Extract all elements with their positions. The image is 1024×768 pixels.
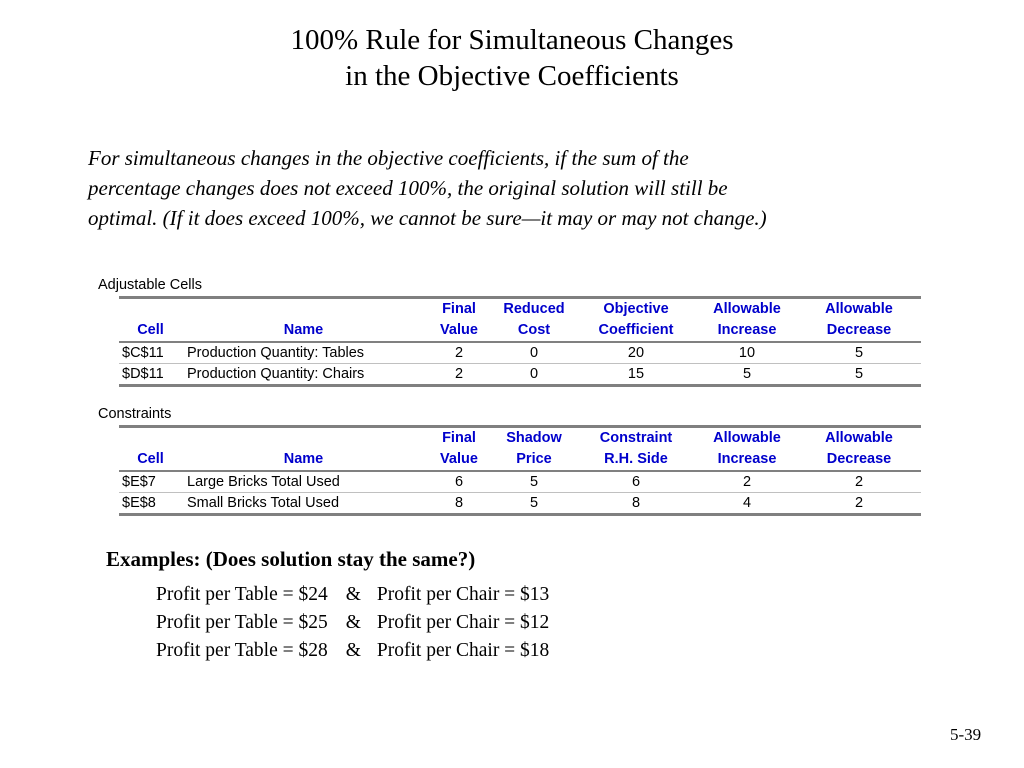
cell-reference: $C$11 <box>119 342 182 364</box>
cell-reference: $E$7 <box>119 471 182 493</box>
intro-line: percentage changes does not exceed 100%, the original solution will still be <box>88 176 728 200</box>
final-value: 6 <box>425 471 493 493</box>
reduced-cost: 0 <box>493 342 575 364</box>
allowable-decrease: 5 <box>797 342 921 364</box>
adjustable-cells-label: Adjustable Cells <box>98 277 202 293</box>
example-table-profit: Profit per Table = $25 <box>156 612 328 633</box>
intro-line: optimal. (If it does exceed 100%, we cannot be sure—it may or may not change.) <box>88 206 767 230</box>
example-ampersand: & <box>345 612 361 633</box>
column-header-name: Name <box>182 427 425 472</box>
constraint-rhs: 8 <box>575 493 697 515</box>
title-line-2: in the Objective Coefficients <box>345 60 679 92</box>
column-header-allowable-increase: Allowable Increase <box>697 298 797 343</box>
example-chair-profit: Profit per Chair = $13 <box>376 584 550 605</box>
example-item <box>156 581 549 609</box>
title-line-1: 100% Rule for Simultaneous Changes <box>290 24 734 56</box>
constraints-table <box>119 425 921 516</box>
allowable-increase: 10 <box>697 342 797 364</box>
example-chair-profit: Profit per Chair = $12 <box>376 612 550 633</box>
column-header-final-value: Final Value <box>425 427 493 472</box>
table-row <box>119 493 921 515</box>
final-value: 8 <box>425 493 493 515</box>
allowable-increase: 4 <box>697 493 797 515</box>
final-value: 2 <box>425 364 493 386</box>
header-row <box>119 298 921 343</box>
final-value: 2 <box>425 342 493 364</box>
column-header-constraint-rhs: Constraint R.H. Side <box>575 427 697 472</box>
example-item <box>156 637 549 665</box>
header-row <box>119 427 921 472</box>
reduced-cost: 0 <box>493 364 575 386</box>
constraints-label: Constraints <box>98 406 172 422</box>
column-header-reduced-cost: Reduced Cost <box>493 298 575 343</box>
cell-name: Large Bricks Total Used <box>182 471 425 493</box>
shadow-price: 5 <box>493 471 575 493</box>
example-ampersand: & <box>345 640 361 661</box>
example-table-profit: Profit per Table = $28 <box>156 640 328 661</box>
table-row <box>119 364 921 386</box>
cell-name: Production Quantity: Tables <box>182 342 425 364</box>
objective-coefficient: 20 <box>575 342 697 364</box>
allowable-decrease: 2 <box>797 493 921 515</box>
cell-name: Small Bricks Total Used <box>182 493 425 515</box>
allowable-increase: 5 <box>697 364 797 386</box>
allowable-increase: 2 <box>697 471 797 493</box>
column-header-cell: Cell <box>119 427 182 472</box>
shadow-price: 5 <box>493 493 575 515</box>
column-header-shadow-price: Shadow Price <box>493 427 575 472</box>
intro-line: For simultaneous changes in the objective coefficients, if the sum of the <box>88 146 689 170</box>
column-header-name: Name <box>182 298 425 343</box>
table-row <box>119 471 921 493</box>
slide-title <box>0 22 1024 94</box>
column-header-final-value: Final Value <box>425 298 493 343</box>
objective-coefficient: 15 <box>575 364 697 386</box>
cell-reference: $D$11 <box>119 364 182 386</box>
table-row <box>119 342 921 364</box>
example-ampersand: & <box>345 584 361 605</box>
examples-heading: Examples: (Does solution stay the same?) <box>106 547 476 571</box>
allowable-decrease: 5 <box>797 364 921 386</box>
column-header-allowable-increase: Allowable Increase <box>697 427 797 472</box>
examples-list <box>156 581 549 665</box>
column-header-cell: Cell <box>119 298 182 343</box>
cell-reference: $E$8 <box>119 493 182 515</box>
column-header-allowable-decrease: Allowable Decrease <box>797 427 921 472</box>
intro-paragraph <box>88 143 958 233</box>
example-chair-profit: Profit per Chair = $18 <box>376 640 550 661</box>
cell-name: Production Quantity: Chairs <box>182 364 425 386</box>
adjustable-cells-table <box>119 296 921 387</box>
slide-number: 5-39 <box>950 725 982 744</box>
constraint-rhs: 6 <box>575 471 697 493</box>
example-item <box>156 609 549 637</box>
allowable-decrease: 2 <box>797 471 921 493</box>
column-header-objective-coefficient: Objective Coefficient <box>575 298 697 343</box>
example-table-profit: Profit per Table = $24 <box>156 584 328 605</box>
column-header-allowable-decrease: Allowable Decrease <box>797 298 921 343</box>
